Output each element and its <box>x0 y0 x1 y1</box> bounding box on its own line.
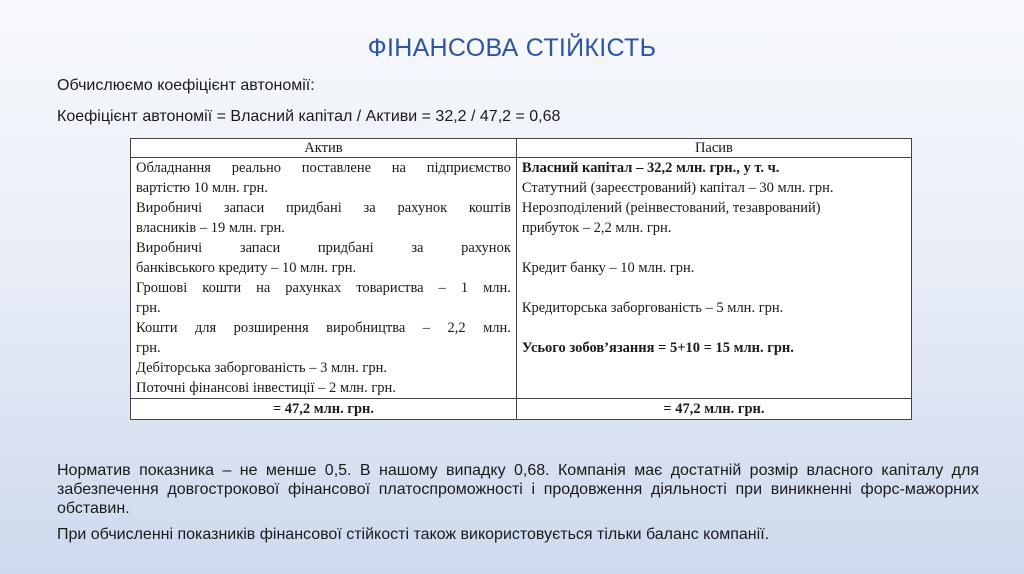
slide-title: ФІНАНСОВА СТІЙКІСТЬ <box>367 34 657 62</box>
asset-line: вартістю 10 млн. грн. <box>136 180 268 196</box>
asset-line: Поточні фінансові інвестиції – 2 млн. грн. <box>136 380 396 396</box>
asset-line: Виробничі запаси придбані за рахунок <box>136 240 511 256</box>
table-body-row <box>131 158 912 399</box>
liability-line: Нерозподілений (реінвестований, тезаврований) <box>521 200 821 216</box>
header-assets: Актив <box>131 139 517 158</box>
balance-table <box>130 138 912 420</box>
table-header-row <box>131 139 912 158</box>
asset-line: грн. <box>136 340 161 356</box>
liability-line: прибуток – 2,2 млн. грн. <box>521 220 672 236</box>
liability-line: Кредиторська заборгованість – 5 млн. грн. <box>521 300 784 316</box>
liability-line: Кредит банку – 10 млн. грн. <box>521 260 695 276</box>
liability-line: Власний капітал – 32,2 млн. грн., у т. ч. <box>521 160 780 176</box>
table-total-row <box>131 399 912 420</box>
asset-line: Дебіторська заборгованість – 3 млн. грн. <box>136 360 388 376</box>
conclusion-text: Норматив показника – не менше 0,5. В нашому випадку 0,68. Компанія має достатній розмір власного капіталу для забезпечення довгострокової фінансової платоспроможності і продовження діяльності при виникненні форс-мажорних обставин. <box>57 462 979 517</box>
formula-text: Коефіцієнт автономії = Власний капітал / Активи = 32,2 / 47,2 = 0,68 <box>57 108 561 125</box>
spacer <box>522 318 906 338</box>
asset-line: власників – 19 млн. грн. <box>136 220 285 236</box>
spacer <box>522 278 906 298</box>
asset-line: Обладнання реально поставлене на підприємство <box>136 160 511 176</box>
header-liabilities: Пасив <box>516 139 911 158</box>
liability-line: Усього зобов’язання = 5+10 = 15 млн. грн. <box>521 340 794 356</box>
total-assets: = 47,2 млн. грн. <box>131 399 517 420</box>
note-text: При обчисленні показників фінансової стійкості також використовується тільки баланс компанії. <box>57 526 770 543</box>
spacer <box>522 238 906 258</box>
asset-line: банківського кредиту – 10 млн. грн. <box>136 260 357 276</box>
asset-line: Виробничі запаси придбані за рахунок коштів <box>136 200 511 216</box>
asset-line: Кошти для розширення виробництва – 2,2 млн. <box>136 320 511 336</box>
assets-cell <box>131 158 517 399</box>
liabilities-cell <box>516 158 911 399</box>
intro-text: Обчислюємо коефіцієнт автономії: <box>57 77 315 94</box>
liability-line: Статутний (зареєстрований) капітал – 30 млн. грн. <box>521 180 834 196</box>
total-liabilities: = 47,2 млн. грн. <box>516 399 911 420</box>
asset-line: Грошові кошти на рахунках товариства – 1 млн. <box>136 280 511 296</box>
asset-line: грн. <box>136 300 161 316</box>
